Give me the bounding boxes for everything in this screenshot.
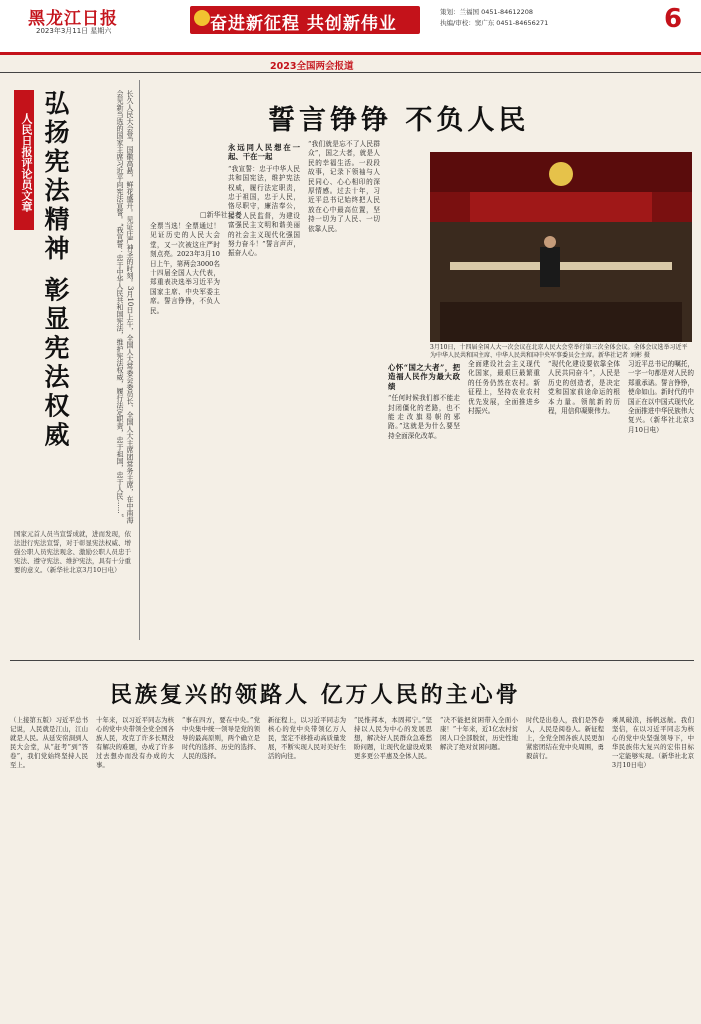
- header-rule: [0, 52, 701, 55]
- editorial-body-bottom: 国家元首人员当宣誓成就，进而发现，依法进行宪法宣誓，对于彰显宪法权威、增强公职人员宪法观念、激励公职人员忠于宪法、遵守宪法、维护宪法，具有十分重要的意义。（新华社北京3月10日电）: [14, 530, 131, 574]
- bottom-column: “事在四方，要在中央。”党中央集中统一领导是党的领导的最高原则，两个确立是时代的选择、历史的选择、人民的选择。: [182, 716, 260, 760]
- article-column: 全面建设社会主义现代化国家，最艰巨最繁重的任务仍然在农村。新征程上，坚持农业农村优先发展，全面推进乡村振兴。: [468, 360, 540, 416]
- bottom-column: 十年来，以习近平同志为核心的党中央带领全党全国各族人民，攻克了许多长期没有解决的难题，办成了许多过去想办而没有办成的大事。: [96, 716, 174, 769]
- editorial-title: 弘扬宪法精神 彰显宪法权威: [41, 90, 70, 451]
- article-subhead: 心怀“国之大者”，把造福人民作为最大政绩: [388, 363, 460, 391]
- editorial-body: 长久人民大会堂，国徽高悬，鲜花盛开。见证庄严神圣的时刻。3月10日上午，全国人大常委会委员长、全国人大主席团常务主席，在中南海会见新当选的国家主席习近平向宪法宣誓。“我宣誓：忠于中华人民共和国宪法，维护宪法权威，履行法定职责，忠于祖国，忠于人民……”: [116, 90, 134, 524]
- article-text: “任何时候我们都不能走封闭僵化的老路，也不能走改旗易帜的邪路。”这就是为什么要坚持全面深化改革。: [388, 394, 460, 440]
- article-column: [388, 360, 460, 652]
- article-column: “现代化建设要依靠全体人民共同奋斗”，人民是历史的创造者，是决定党和国家前途命运的根本力量。领航新的历程，用信仰凝聚伟力。: [548, 360, 620, 416]
- bottom-column: 新征程上，以习近平同志为核心的党中央带领亿万人民，坚定不移推动高质量发展，不断实现人民对美好生活的向往。: [268, 716, 346, 760]
- article-subhead: 永远同人民想在一起、干在一起: [228, 143, 300, 162]
- party-emblem-icon: [194, 10, 210, 26]
- proofreader-contact: 执编/审校：窦广东 0451-84656271: [440, 19, 549, 27]
- article-column: [228, 140, 300, 652]
- article-column: “我们就是忘不了人民群众”，国之大者，就是人民的幸福生活。一段段故事，记录下领袖与人民同心、心心相印的深厚情感。过去十年，习近平总书记始终把人民放在心中最高位置，坚持一切为了人民、一切依靠人民。: [308, 140, 380, 233]
- main-headline: 誓言铮铮 不负人民: [268, 105, 530, 136]
- bottom-column: 乘风破浪，扬帆远航。我们坚信，在以习近平同志为核心的党中央坚强领导下，中华民族伟大复兴的宏伟目标一定能够实现。（新华社北京3月10日电）: [612, 716, 694, 769]
- article-column: 习近平总书记的嘱托，一字一句都是对人民的郑重承诺。誓言铮铮，使命如山。新时代的中国正在以中国式现代化全面推进中华民族伟大复兴。（新华社北京3月10日电）: [628, 360, 694, 434]
- byline: □新华社记者: [200, 211, 242, 219]
- newspaper-logo: 黑龙江日报: [28, 9, 118, 29]
- news-photo: [430, 152, 692, 342]
- article-column: 全票当选！全票通过！见证历史的人民大会堂，又一次被这庄严时刻点亮。2023年3月10日上午，第两会3000名十四届全国人大代表，郑重表决选举习近平为国家主席、中央军委主席。誓言铮铮，不负人民。: [150, 222, 220, 315]
- bottom-column: “民惟邦本，本固邦宁。”坚持以人民为中心的发展思想，解决好人民群众急难愁盼问题，让现代化建设成果更多更公平惠及全体人民。: [354, 716, 432, 760]
- article-text: “我宣誓：忠于中华人民共和国宪法，维护宪法权威，履行法定职责，忠于祖国，忠于人民，恪尽职守，廉洁奉公，接受人民监督，为建设富强民主文明和谐美丽的社会主义现代化强国努力奋斗！”誓言声声，振奋人心。: [228, 164, 300, 258]
- section-label: 2023全国两会报道: [270, 61, 354, 72]
- photo-caption: 3月10日，十四届全国人大一次会议在北京人民大会堂举行第三次全体会议。全体会议选举习近平为中华人民共和国主席、中华人民共和国中央军事委员会主席。新华社记者 刘彬 摄: [430, 344, 688, 359]
- editorial-tag: 人民日报评论员文章: [14, 90, 34, 230]
- bottom-column: 时代是出卷人，我们是答卷人，人民是阅卷人。新征程上，全党全国各族人民更加紧密团结在党中央周围，勇毅前行。: [526, 716, 604, 760]
- editor-contact: 策划：兰福国 0451-84612208: [440, 8, 534, 16]
- hall-photo-illustration: [430, 152, 692, 342]
- bottom-headline: 民族复兴的领路人 亿万人民的主心骨: [110, 682, 521, 708]
- dateline: 2023年3月11日 星期六: [36, 27, 112, 35]
- page-number: 6: [664, 4, 683, 34]
- banner-text: 奋进新征程 共创新伟业: [210, 14, 397, 34]
- section-rule: [0, 72, 701, 73]
- bottom-column: （上接第五版）习近平总书记说，人民就是江山，江山就是人民。从延安窑洞到人民大会堂，从“赶考”到“答卷”，我们党始终坚持人民至上。: [10, 716, 88, 769]
- bottom-column: “决不能把贫困带入全面小康！”十年来，近1亿农村贫困人口全部脱贫，历史性地解决了绝对贫困问题。: [440, 716, 518, 751]
- article-divider: [10, 660, 694, 661]
